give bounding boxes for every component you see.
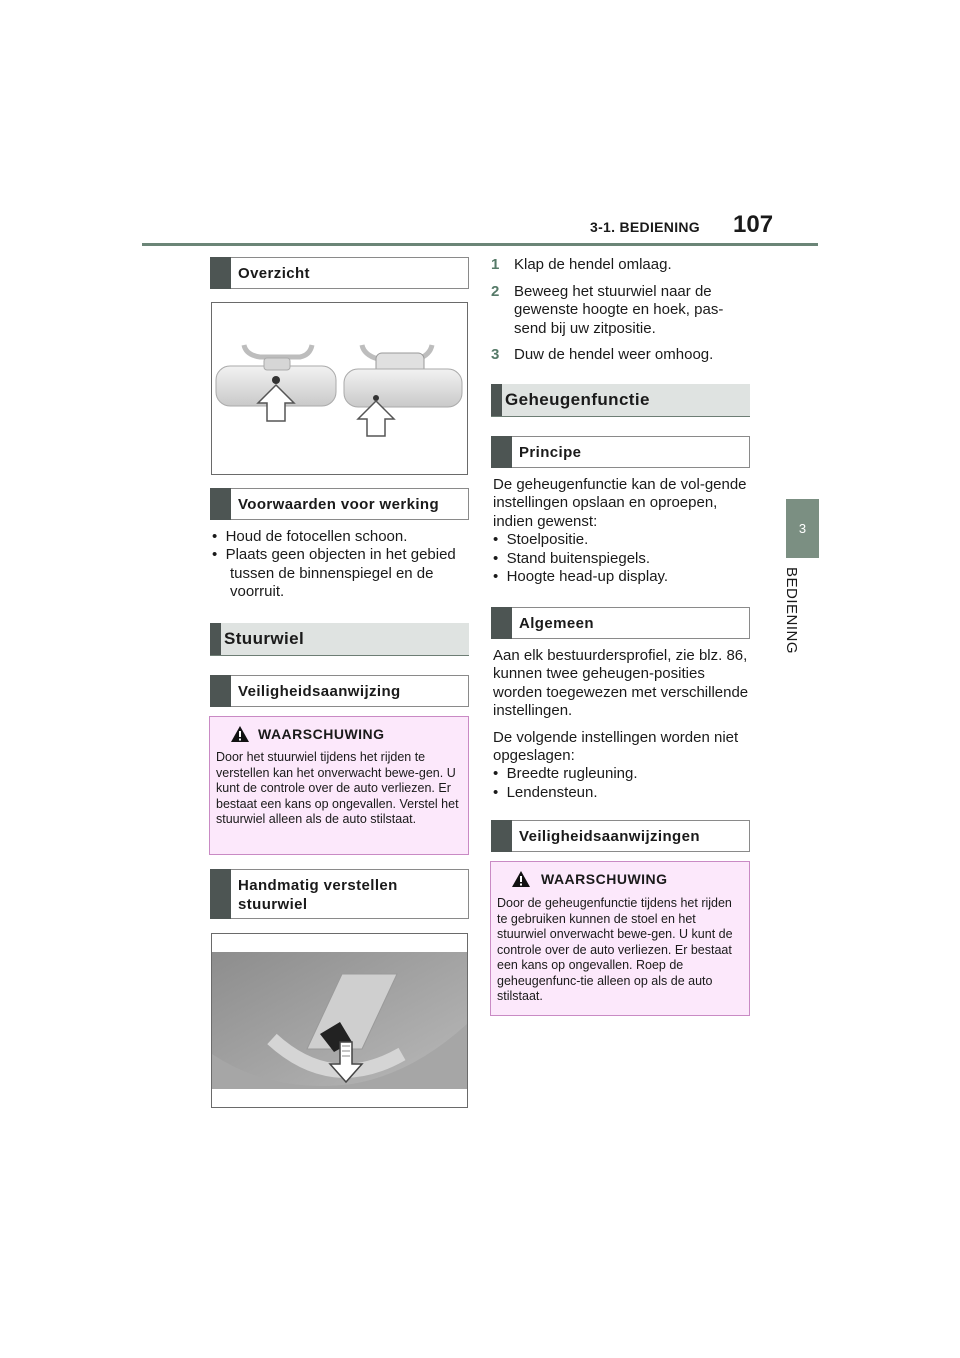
section-title: 3-1. BEDIENING — [590, 219, 700, 235]
principe-intro: De geheugenfunctie kan de vol-gende instellingen opslaan en oproepen, indien gewenst: — [493, 476, 747, 530]
warning-text: Door de geheugenfunctie tijdens het rijden te gebruiken kunnen de stoel en het stuurwiel onverwacht bewe-gen. U kunt de controle over de auto verliezen. Er bestaat een kans op ongevallen. Roep de geheugenfunc-tie alleen op als de auto stilstaat. — [497, 896, 733, 1003]
subheading-veiligheid — [210, 675, 469, 707]
step-2: 2 Beweeg het stuurwiel naar de gewenste hoogte en hoek, pas-send bij uw zitpositie. — [491, 283, 724, 337]
algemeen-paragraph: Aan elk bestuurdersprofiel, zie blz. 86, kunnen twee geheugen-posities worden toegewezen met verschillende instellingen. — [493, 647, 749, 720]
chapter-number: 3 — [798, 521, 807, 536]
heading-geheugenfunctie — [491, 384, 750, 417]
heading-text: Geheugenfunctie — [505, 390, 650, 409]
subheading-overzicht — [210, 257, 469, 289]
subheading-text: Algemeen — [519, 615, 594, 632]
list-item: • Hoogte head-up display. — [493, 568, 669, 586]
warning-icon — [230, 725, 250, 743]
list-item: • Stoelpositie. — [493, 531, 589, 549]
list-item: • Plaats geen objecten in het gebied tussen de binnenspiegel en de voorruit. — [212, 546, 456, 601]
warning-box-geheugen — [490, 861, 750, 1016]
heading-stuurwiel — [210, 623, 469, 656]
list-item: • Lendensteun. — [493, 783, 598, 801]
mirror-illustration — [212, 303, 467, 474]
heading-text: Stuurwiel — [224, 629, 305, 648]
subheading-voorwaarden — [210, 488, 469, 520]
step-3: 3 Duw de hendel weer omhoog. — [491, 346, 714, 363]
subheading-text: Veiligheidsaanwijzing — [238, 683, 401, 700]
subheading-handmatig — [210, 869, 469, 919]
subheading-text: Handmatig verstellen stuurwiel — [238, 877, 398, 913]
warning-title: WAARSCHUWING — [541, 871, 668, 887]
voorwaarden-list — [212, 528, 468, 602]
warning-box-stuurwiel — [209, 716, 469, 855]
chapter-tab[interactable] — [786, 499, 819, 558]
algemeen-paragraph: De volgende instellingen worden niet opgeslagen: — [493, 728, 739, 765]
step-1: 1 Klap de hendel omlaag. — [491, 256, 672, 273]
steering-illustration — [212, 934, 467, 1107]
mirror-figure — [211, 302, 468, 475]
subheading-text: Overzicht — [238, 265, 310, 282]
subheading-text: Voorwaarden voor werking — [238, 496, 440, 513]
list-item: • Stand buitenspiegels. — [493, 549, 651, 567]
warning-text: Door het stuurwiel tijdens het rijden te verstellen kan het onverwacht bewe-gen. U kunt de controle over de auto verliezen. Er bestaat een kans op ongevallen. Verstel het stuurwiel alleen als de auto stilstaat. — [216, 750, 459, 826]
algemeen-text — [493, 647, 751, 802]
subheading-text: Veiligheidsaanwijzingen — [519, 828, 700, 845]
warning-icon — [511, 870, 531, 888]
subheading-principe — [491, 436, 750, 468]
warning-title: WAARSCHUWING — [258, 726, 385, 742]
principe-text — [493, 476, 749, 586]
subheading-text: Principe — [519, 444, 582, 461]
steering-figure — [211, 933, 468, 1108]
header-rule — [142, 243, 818, 246]
page-number: 107 — [733, 211, 774, 238]
list-item: • Breedte rugleuning. — [493, 765, 638, 783]
subheading-veiligheidsaanwijzingen — [491, 820, 750, 852]
chapter-label: BEDIENING — [783, 567, 800, 655]
subheading-algemeen — [491, 607, 750, 639]
list-item: • Houd de fotocellen schoon. — [212, 528, 408, 545]
